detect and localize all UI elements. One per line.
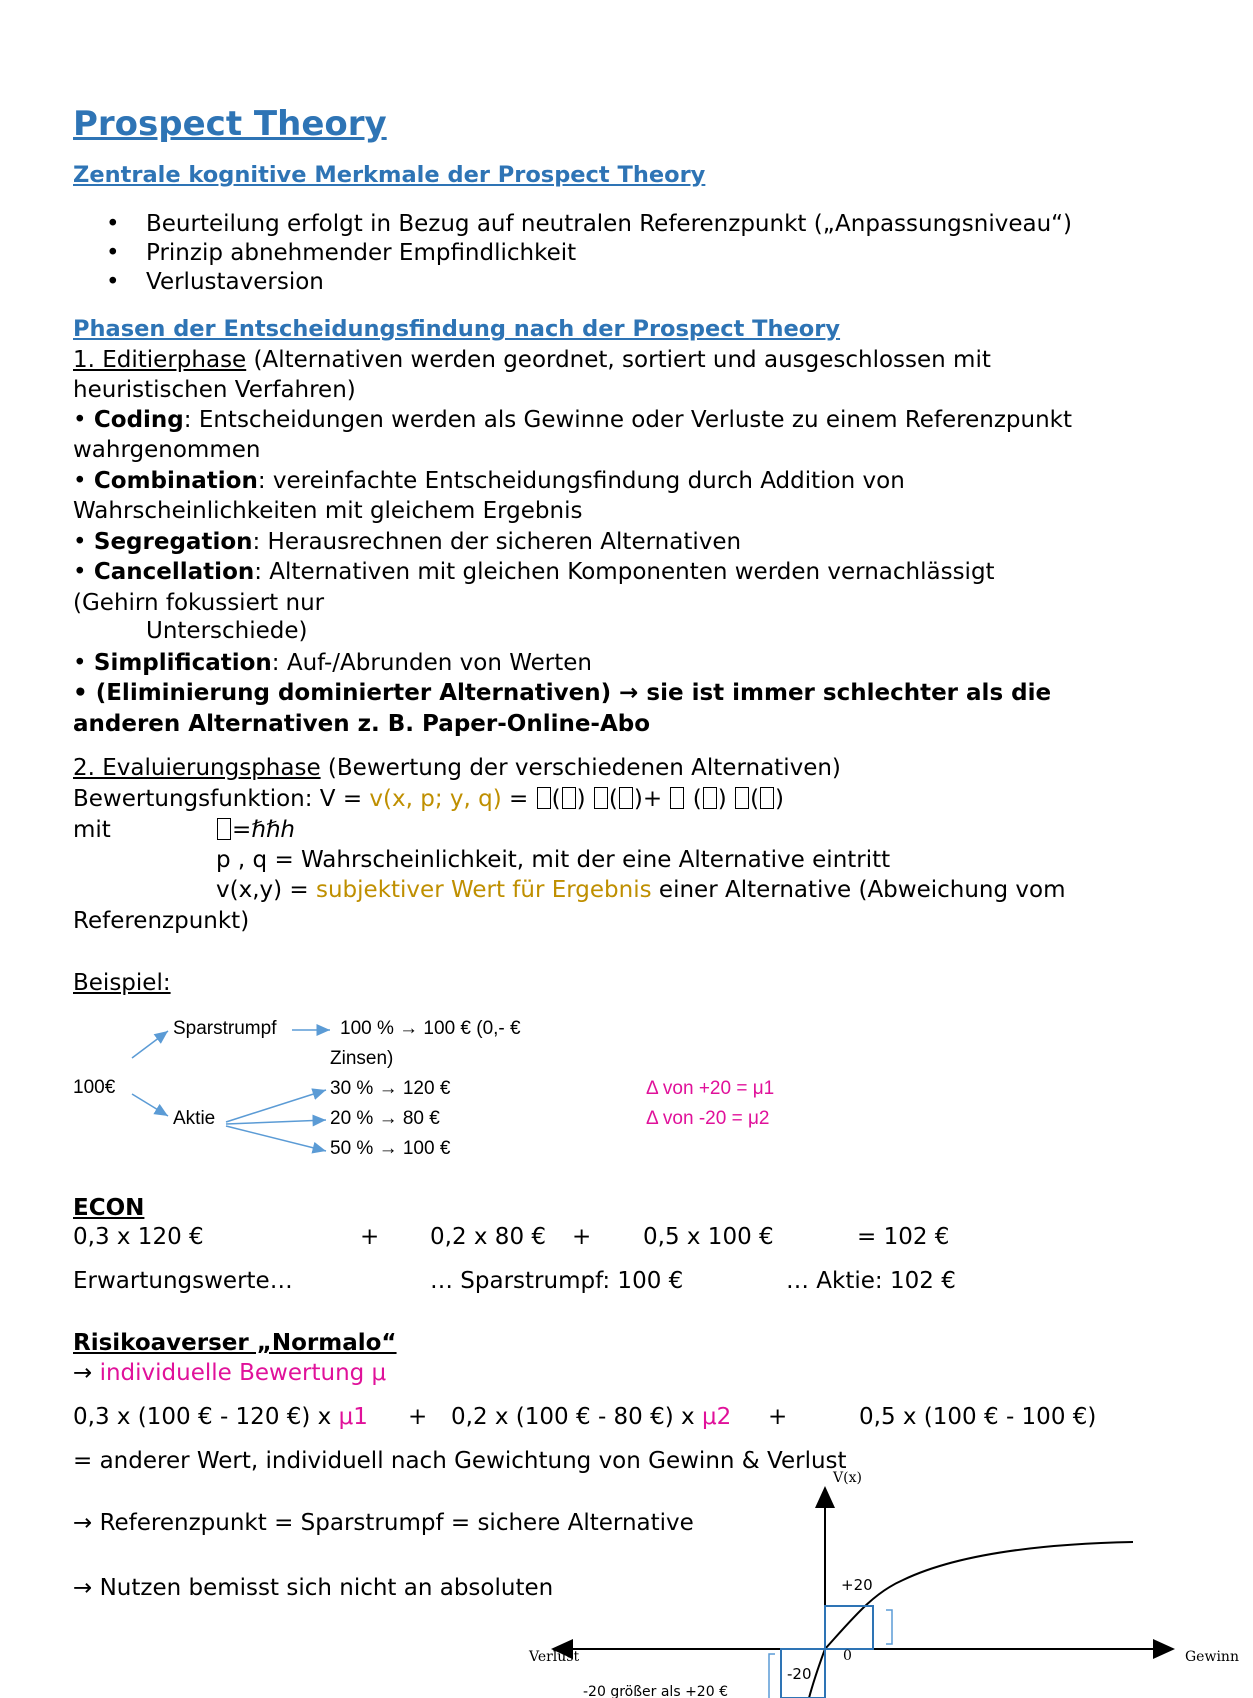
combination-item: • Combination: vereinfachte Entscheidungsfindung durch Addition von (73, 468, 905, 494)
section-heading-phasen: Phasen der Entscheidungsfindung nach der Prospect Theory (73, 316, 841, 342)
loss-label: -20 (787, 1665, 812, 1683)
elimination-line: • (Eliminierung dominierter Alternativen) → sie ist immer schlechter als die (73, 680, 1052, 706)
normalo-term-2: 0,2 x (100 € - 80 €) x μ2 (451, 1404, 732, 1430)
individual-valuation-line: → individuelle Bewertung μ (73, 1360, 387, 1386)
segregation-item: • Segregation: Herausrechnen der sicheren Alternativen (73, 529, 742, 555)
bullet-icon: • (106, 211, 120, 237)
simplification-item: • Simplification: Auf-/Abrunden von Werten (73, 650, 592, 676)
vxy-definition: v(x,y) = subjektiver Wert für Ergebnis einer Alternative (Abweichung vom (216, 877, 1066, 903)
sparstrumpf-outcome-cont: Zinsen) (330, 1048, 394, 1069)
bullet-icon: • (106, 240, 120, 266)
delta-loss: Δ von -20 = μ2 (646, 1108, 770, 1129)
normalo-result: = anderer Wert, individuell nach Gewichtung von Gewinn & Verlust (73, 1448, 847, 1474)
bewertungsfunktion-line: Bewertungsfunktion: V = v(x, p; y, q) = ( ) ( )+ ( ) ( ) (73, 786, 785, 812)
econ-term-2: 0,2 x 80 € (430, 1224, 547, 1250)
list-item: • Beurteilung erfolgt in Bezug auf neutralen Referenzpunkt („Anpassungsniveau“) (106, 211, 1073, 237)
econ-plus: + (572, 1224, 592, 1250)
normalo-plus: + (408, 1404, 428, 1430)
mit-label: mit (73, 817, 111, 843)
normalo-heading: Risikoaverser „Normalo“ (73, 1330, 397, 1356)
phase2-title: 2. Evaluierungsphase (73, 755, 321, 781)
erwartungswerte-label: Erwartungswerte… (73, 1268, 293, 1294)
aktie-outcome: 20 % → 80 € (330, 1108, 440, 1129)
normalo-plus: + (768, 1404, 788, 1430)
y-axis-label: V(x) (833, 1470, 862, 1486)
sparstrumpf-outcome: 100 % → 100 € (0,- € (340, 1018, 521, 1039)
erwartungswert-sparstrumpf: … Sparstrumpf: 100 € (430, 1268, 684, 1294)
list-item: • Prinzip abnehmender Empfindlichkeit (106, 240, 577, 266)
referenzpunkt-line: → Referenzpunkt = Sparstrumpf = sichere Alternative (73, 1510, 694, 1536)
aktie-outcome: 30 % → 120 € (330, 1078, 451, 1099)
delta-gain: Δ von +20 = μ1 (646, 1078, 775, 1099)
coding-item: • Coding: Entscheidungen werden als Gewinne oder Verluste zu einem Referenzpunkt (73, 407, 1073, 433)
vxy-continuation: Referenzpunkt) (73, 908, 250, 934)
erwartungswert-aktie: … Aktie: 102 € (786, 1268, 956, 1294)
econ-heading: ECON (73, 1195, 145, 1221)
document-page (73, 0, 1239, 1698)
value-function-graph (473, 1468, 1253, 1698)
bullet-icon: • (106, 269, 120, 295)
nutzen-line: → Nutzen bemisst sich nicht an absoluten (73, 1575, 554, 1601)
combination-continuation: Wahrscheinlichkeiten mit gleichem Ergebnis (73, 498, 583, 524)
graph-caption: -20 größer als +20 € (583, 1684, 728, 1698)
normalo-formula: 0,3 x (100 € - 120 €) x μ1 (73, 1404, 368, 1430)
pq-definition: p , q = Wahrscheinlichkeit, mit der eine Alternative eintritt (216, 847, 891, 873)
start-node: 100€ (73, 1077, 116, 1098)
value-function-formula: v(x, p; y, q) (369, 786, 502, 812)
cancellation-continuation: (Gehirn fokussiert nur (73, 590, 325, 616)
beispiel-label: Beispiel: (73, 970, 171, 996)
page-title: Prospect Theory (73, 104, 387, 144)
gain-label: +20 (841, 1576, 873, 1594)
list-item: • Verlustaversion (106, 269, 324, 295)
sparstrumpf-node: Sparstrumpf (173, 1018, 277, 1039)
phase1-title: 1. Editierphase (73, 347, 247, 373)
x-axis-left-label: Verlust (529, 1649, 580, 1665)
econ-result: = 102 € (857, 1224, 950, 1250)
aktie-outcome: 50 % → 100 € (330, 1138, 451, 1159)
aktie-node: Aktie (173, 1108, 216, 1129)
mit-formula: =ℏℏℎ (216, 815, 295, 845)
coding-continuation: wahrgenommen (73, 437, 261, 463)
cancellation-item: • Cancellation: Alternativen mit gleichen Komponenten werden vernachlässigt (73, 559, 995, 585)
x-axis-right-label: Gewinn (1185, 1649, 1239, 1665)
origin-label: 0 (843, 1648, 852, 1664)
phase2-line: 2. Evaluierungsphase (Bewertung der verschiedenen Alternativen) (73, 755, 841, 781)
econ-term-1: 0,3 x 120 € (73, 1224, 204, 1250)
normalo-term-3: 0,5 x (100 € - 100 €) (859, 1404, 1097, 1430)
section-heading-merkmale: Zentrale kognitive Merkmale der Prospect Theory (73, 162, 706, 188)
econ-plus: + (360, 1224, 380, 1250)
econ-term-3: 0,5 x 100 € (643, 1224, 774, 1250)
phase1-line: 1. Editierphase (Alternativen werden geordnet, sortiert und ausgeschlossen mit (73, 347, 991, 373)
cancellation-continuation-2: Unterschiede) (146, 618, 308, 644)
elimination-continuation: anderen Alternativen z. B. Paper-Online-Abo (73, 711, 651, 737)
phase1-continuation: heuristischen Verfahren) (73, 377, 356, 403)
